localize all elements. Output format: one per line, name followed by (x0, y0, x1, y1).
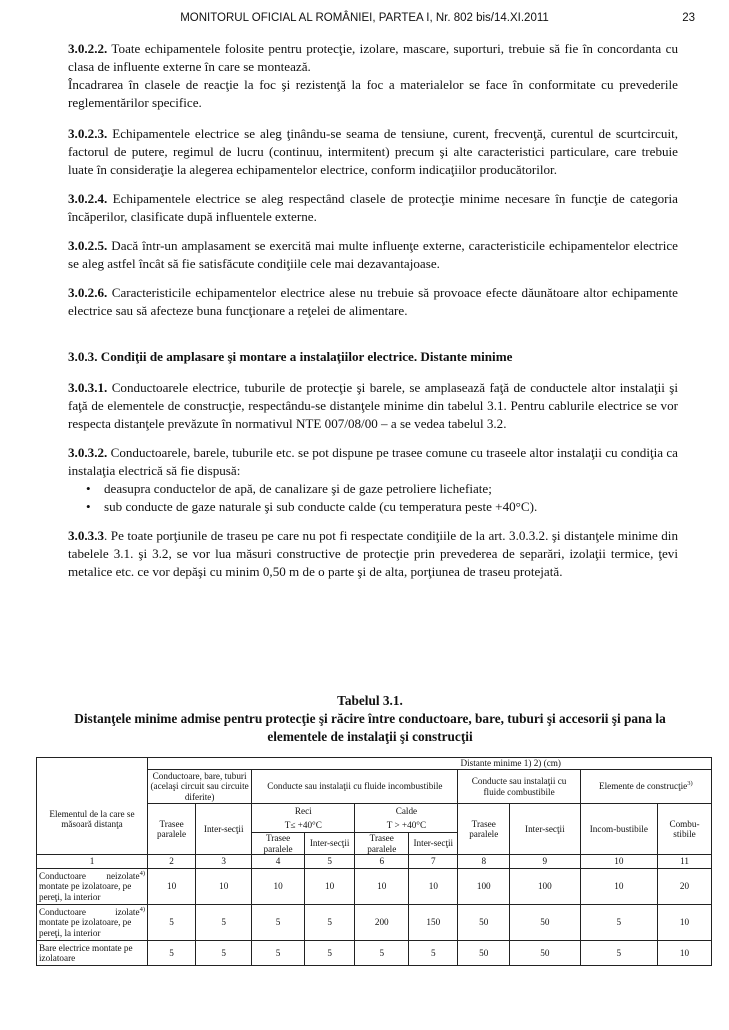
col-incombustibile: Incom-bustibile (580, 804, 657, 855)
row-label-rest: montate pe izolatoare, pe pereţi, la interior (39, 917, 132, 938)
col-inter-sectii: Inter-secţii (196, 804, 252, 855)
article-number: 3.0.2.5. (68, 238, 108, 253)
table-cell: 50 (510, 941, 581, 966)
col-trasee-paralele: Trasee paralele (458, 804, 510, 855)
table-cell: 10 (580, 869, 657, 905)
row-label-part: Conductoare (39, 870, 86, 881)
column-number: 5 (304, 855, 354, 869)
table-number: Tabelul 3.1. (337, 693, 403, 708)
table-cell: 10 (355, 869, 409, 905)
paragraph-3-0-2-4 (68, 190, 678, 226)
table-cell: 50 (510, 905, 581, 941)
column-number: 4 (252, 855, 305, 869)
row-label-rest: montate pe izolatoare, pe pereţi, la interior (39, 881, 132, 902)
row-label-part: Conductoare (39, 906, 86, 917)
section-heading: 3.0.3. Condiţii de amplasare şi montare a instalaţiilor electrice. Distante minime (68, 349, 513, 364)
table-cell: 150 (409, 905, 458, 941)
table-cell: 5 (580, 941, 657, 966)
row-label (37, 905, 148, 941)
table-header-row (37, 758, 712, 770)
column-number: 2 (147, 855, 195, 869)
table-cell: 5 (355, 941, 409, 966)
list-item: • deasupra conductelor de apă, de canalizare şi de gaze petroliere lichefiate; (68, 480, 678, 498)
bullet-list (68, 480, 678, 516)
table-cell: 5 (304, 941, 354, 966)
paragraph-text: Caracteristicile echipamentelor electrice alese nu trebuie să provoace efecte dăunătoare altor echipamente electrice sau să afecteze buna funcţionare a reţelei de alimentare. (68, 285, 678, 318)
table-cell: 200 (355, 905, 409, 941)
column-number-row (37, 855, 712, 869)
paragraph-text: Conductoarele electrice, tuburile de protecţie şi barele, se amplasează faţă de conductele altor instalaţii şi faţă de elementele de construcţie, respectându-se distanţele minime din tabelul 3.1. Pentru cablurile electrice se vor respecta distanţele prevăzute în normativul NTE 007/08/00 – a se vedea tabelul 3.2. (68, 380, 678, 431)
paragraph-3-0-3-3 (68, 527, 678, 581)
article-number: 3.0.2.4. (68, 191, 108, 206)
paragraph-3-0-3-1 (68, 379, 678, 433)
column-number: 10 (580, 855, 657, 869)
col-trasee-paralele: Trasee paralele (355, 833, 409, 855)
table-caption (60, 692, 680, 746)
footnote-marker: 4) (139, 869, 145, 877)
paragraph-text: Dacă într-un amplasament se exercită mai multe influenţe externe, caracteristicile echipamentelor electrice se aleg astfel încât să fie satisfăcute condiţiile cele mai dezavantajoase. (68, 238, 678, 271)
table-cell: 100 (510, 869, 581, 905)
table-cell: 5 (147, 941, 195, 966)
group-combustibile: Conducte sau instalaţii cu fluide combustibile (458, 770, 580, 804)
table-row (37, 941, 712, 966)
column-number: 7 (409, 855, 458, 869)
table-cell: 5 (580, 905, 657, 941)
row-label: Bare electrice montate pe izolatoare (37, 941, 148, 966)
table-cell: 10 (658, 941, 712, 966)
element-column-header: Elementul de la care se măsoară distanţa (37, 758, 148, 855)
paragraph-text: Echipamentele electrice se aleg respectând clasele de protecţie minime necesare în funcţie de categoria încăperilor, clasificate după influentele externe. (68, 191, 678, 224)
table-cell: 50 (458, 905, 510, 941)
row-label-part: izolate (115, 906, 140, 917)
list-item: • sub conducte de gaze naturale şi sub conducte calde (cu temperatura peste +40°C). (68, 498, 678, 516)
group-constructie-label: Elemente de construcţie (598, 781, 688, 792)
article-number: 3.0.3.2. (68, 445, 108, 460)
table-cell: 10 (196, 869, 252, 905)
document-body (68, 40, 678, 592)
col-trasee-paralele: Trasee paralele (252, 833, 305, 855)
group-conductoare: Conductoare, bare, tuburi (acelaşi circuit sau circuite diferite) (147, 770, 251, 804)
table-cell: 10 (147, 869, 195, 905)
table-cell: 50 (458, 941, 510, 966)
table-title: Distanţele minime admise pentru protecţie şi răcire între conductoare, bare, tuburi şi accesorii şi pana la elementele de instalaţii şi construcţii (74, 711, 666, 744)
row-label (37, 869, 148, 905)
group-constructie (580, 770, 711, 804)
table-cell: 5 (196, 941, 252, 966)
distances-header: Distante minime 1) 2) (cm) (147, 758, 711, 770)
footnote-marker: 4) (139, 905, 145, 913)
paragraph-3-0-2-6 (68, 284, 678, 320)
table-cell: 10 (409, 869, 458, 905)
page-header (0, 12, 729, 28)
col-intersectii: Inter-secţii (304, 833, 354, 855)
column-number: 9 (510, 855, 581, 869)
col-trasee-paralele: Trasee paralele (147, 804, 195, 855)
paragraph-fire-classes (68, 76, 678, 112)
table-cell: 20 (658, 869, 712, 905)
col-combustibile: Combu-stibile (658, 804, 712, 855)
paragraph-3-0-3-2 (68, 444, 678, 480)
paragraph-text: Conductoarele, barele, tuburile etc. se pot dispune pe trasee comune cu traseele altor instalaţii cu condiţia ca instalaţia electrică să fie dispusă: (68, 445, 678, 478)
col-intersectii: Inter-secţii (510, 804, 581, 855)
table-cell: 5 (252, 905, 305, 941)
calde-header: Calde (355, 804, 458, 818)
reci-header: Reci (252, 804, 355, 818)
paragraph-text: . Pe toate porţiunile de traseu pe care nu pot fi respectate condiţiile de la art. 3.0.3.2. şi distanţele minime din tabelele 3.1. şi 3.2, se vor lua măsuri constructive de protecţie prin prevederea de separări, izolaţii termice, ţevi metalice etc. ce vor depăşi cu minim 0,50 m de o parte şi de alta, porţiunea de traseu protejată. (68, 528, 678, 579)
table-cell: 10 (252, 869, 305, 905)
footnote-marker: 3) (687, 780, 693, 788)
paragraph-text: Echipamentele electrice se aleg ţinându-se seama de tensiune, curent, frecvenţă, curentul de scurtcircuit, factorul de putere, regimul de lucru (continuu, intermitent) precum şi alte caracteristici particulare, care trebuie luate în consideraţie la alegerea echipamentelor electrice, conform indicaţiilor producătorilor. (68, 126, 678, 177)
table-cell: 5 (304, 905, 354, 941)
article-number: 3.0.2.2. (68, 41, 108, 56)
table-row (37, 905, 712, 941)
col-intersectii: Inter-secţii (409, 833, 458, 855)
calde-temperature: T > +40°C (355, 818, 458, 833)
table-cell: 5 (252, 941, 305, 966)
table-cell: 100 (458, 869, 510, 905)
article-number: 3.0.2.3. (68, 126, 108, 141)
paragraph-3-0-2-5 (68, 237, 678, 273)
article-number: 3.0.3.1. (68, 380, 108, 395)
article-number: 3.0.2.6. (68, 285, 108, 300)
column-number: 11 (658, 855, 712, 869)
paragraph-3-0-2-3 (68, 125, 678, 179)
distances-table (36, 757, 712, 966)
paragraph-text: Toate echipamentele folosite pentru protecţie, izolare, mascare, suporturi, trebuie să fie în concordanta cu clasa de influente externe în care se montează. (68, 41, 678, 74)
paragraph-text: Încadrarea în clasele de reacţie la foc şi rezistenţă la foc a materialelor se face în conformitate cu prevederile reglementărilor specifice. (68, 77, 678, 110)
table-cell: 5 (196, 905, 252, 941)
table-cell: 10 (304, 869, 354, 905)
group-incombustibile: Conducte sau instalaţii cu fluide incombustibile (252, 770, 458, 804)
table-row (37, 869, 712, 905)
publication-title: MONITORUL OFICIAL AL ROMÂNIEI, PARTEA I, Nr. 802 bis/14.XI.2011 (180, 12, 549, 24)
table-cell: 5 (409, 941, 458, 966)
table-cell: 5 (147, 905, 195, 941)
column-number: 6 (355, 855, 409, 869)
page-number: 23 (682, 12, 695, 24)
column-number: 8 (458, 855, 510, 869)
column-number: 1 (37, 855, 148, 869)
column-number: 3 (196, 855, 252, 869)
article-number: 3.0.3.3 (68, 528, 105, 543)
row-label-part: neizolate (106, 870, 140, 881)
paragraph-3-0-2-2 (68, 40, 678, 76)
table-cell: 10 (658, 905, 712, 941)
reci-temperature: T≤ +40°C (252, 818, 355, 833)
